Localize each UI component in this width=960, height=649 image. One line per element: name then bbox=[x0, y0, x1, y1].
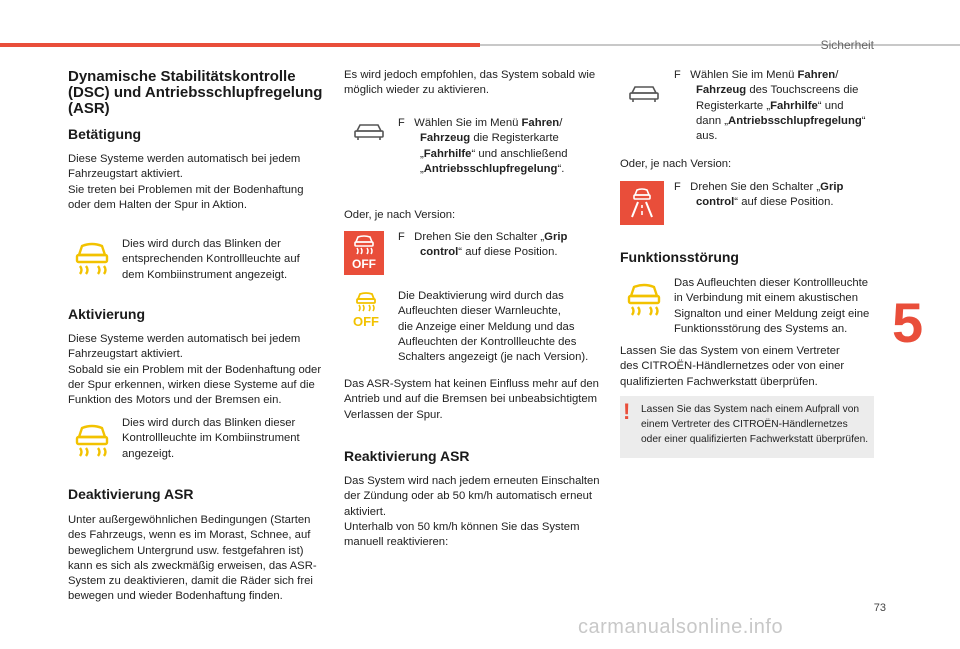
skid-warning-icon bbox=[74, 242, 110, 276]
skid-warning-icon bbox=[626, 283, 662, 317]
heading-funktionsstoerung: Funktionsstörung bbox=[620, 249, 739, 265]
step2-col3: F Drehen Sie den Schalter „Grip control“ auf diese Position. bbox=[674, 181, 844, 209]
skid-symbol-icon bbox=[355, 292, 377, 312]
grip-control-icon bbox=[620, 181, 664, 225]
heading-reaktivierung: Reaktivierung ASR bbox=[344, 448, 470, 464]
step2-col2: F Drehen Sie den Schalter „Grip control“ auf diese Position. bbox=[398, 231, 568, 259]
title-line: (ASR) bbox=[68, 100, 110, 117]
esp-off-indicator-icon bbox=[350, 292, 382, 336]
or-version-col3: Oder, je nach Version: bbox=[620, 158, 732, 170]
deaktivierung-text: Unter außergewöhnlichen Bedingungen (Starten des Fahrzeugs, wenn es im Morast, Schnee, auf beweglichem Untergrund usw. festgefahren ist) kann es sich als zweckmäßig erweisen, das ASR- System zu deaktivieren, damit die Räder sich frei bewegen und wieder Bodenhaftung finden. bbox=[68, 514, 317, 603]
warning-text: Lassen Sie das System nach einem Aufprall von einem Vertreter des CITROËN-Händlernetzes oder einer qualifizierten Fachwerkstatt überprüfen. bbox=[641, 404, 869, 445]
step1-col2: F Wählen Sie im Menü Fahren/ Fahrzeug die Registerkarte „Fahrhilfe“ und anschließend „Antriebsschlupfregelung“. bbox=[398, 117, 568, 175]
title-line: Dynamische Stabilitätskontrolle bbox=[68, 68, 296, 85]
skid-symbol-icon bbox=[353, 235, 375, 255]
warning-icon: ! bbox=[623, 399, 631, 424]
skid-warning-icon bbox=[74, 424, 110, 458]
section-title: Sicherheit bbox=[820, 38, 874, 52]
page-number: 73 bbox=[873, 602, 886, 614]
heading-aktivierung: Aktivierung bbox=[68, 306, 146, 322]
betaetigung-note: Dies wird durch das Blinken der entsprechenden Kontrollleuchte auf dem Kombiinstrument angezeigt. bbox=[122, 238, 300, 281]
grip-road-icon bbox=[628, 187, 656, 219]
bullet-marker: F bbox=[398, 231, 405, 243]
heading-betaetigung: Betätigung bbox=[68, 126, 142, 142]
header-accent-bar bbox=[0, 43, 480, 47]
indicator-note: Die Deaktivierung wird durch das Aufleuchten dieser Warnleuchte, die Anzeige einer Meldung und das Aufleuchten der Kontrollleuchte des Schalters angezeigt (je nach Version). bbox=[398, 290, 589, 364]
bullet-marker: F bbox=[398, 117, 405, 129]
bullet-marker: F bbox=[674, 181, 681, 193]
step1-col3: F Wählen Sie im Menü Fahren/ Fahrzeug des Touchscreens die Registerkarte „Fahrhilfe“ und dann „Antriebsschlupfregelung“ aus. bbox=[674, 69, 866, 143]
betaetigung-text: Diese Systeme werden automatisch bei jedem Fahrzeugstart aktiviert. Sie treten bei Problemen mit der Bodenhaftung oder dem Halten der Spur in Aktion. bbox=[68, 153, 304, 211]
off-indicator-label: OFF bbox=[353, 314, 379, 329]
watermark: carmanualsonline.info bbox=[578, 616, 784, 638]
bullet-marker: F bbox=[674, 69, 681, 81]
funktionsstoerung-note: Das Aufleuchten dieser Kontrollleuchte in Verbindung mit einem akustischen Signalton und einer Meldung zeigt eine Funktionsstörung des Systems an. bbox=[674, 277, 870, 335]
chapter-number: 5 bbox=[892, 291, 924, 354]
funktionsstoerung-text: Lassen Sie das System von einem Vertreter des CITROËN-Händlernetzes oder von einer qualifizierten Fachwerkstatt überprüfen. bbox=[620, 345, 845, 388]
intro-text: Es wird jedoch empfohlen, das System sobald wie möglich wieder zu aktivieren. bbox=[344, 69, 596, 97]
main-title bbox=[68, 69, 338, 117]
title-line: (DSC) und Antriebsschlupfregelung bbox=[68, 84, 323, 101]
or-version-col2: Oder, je nach Version: bbox=[344, 209, 456, 221]
asr-text: Das ASR-System hat keinen Einfluss mehr auf den Antrieb und auf die Bremsen bei unbeabsichtigtem Verlassen der Spur. bbox=[344, 378, 599, 421]
heading-deaktivierung: Deaktivierung ASR bbox=[68, 486, 194, 502]
esp-off-icon bbox=[344, 231, 384, 275]
header-divider bbox=[480, 44, 960, 46]
aktivierung-note: Dies wird durch das Blinken dieser Kontrollleuchte im Kombiinstrument angezeigt. bbox=[122, 417, 300, 460]
car-icon bbox=[629, 85, 659, 103]
aktivierung-text: Diese Systeme werden automatisch bei jedem Fahrzeugstart aktiviert. Sobald sie ein Problem mit der Bodenhaftung oder der Spur erkennen, wirken diese Systeme auf die Funktion des Motors und der Bremsen ein. bbox=[68, 333, 322, 407]
car-icon bbox=[354, 123, 384, 141]
reaktivierung-text: Das System wird nach jedem erneuten Einschalten der Zündung oder ab 50 km/h automatisch erneut aktiviert. Unterhalb von 50 km/h können Sie das System manuell reaktivieren: bbox=[344, 475, 600, 549]
off-label: OFF bbox=[352, 257, 376, 271]
